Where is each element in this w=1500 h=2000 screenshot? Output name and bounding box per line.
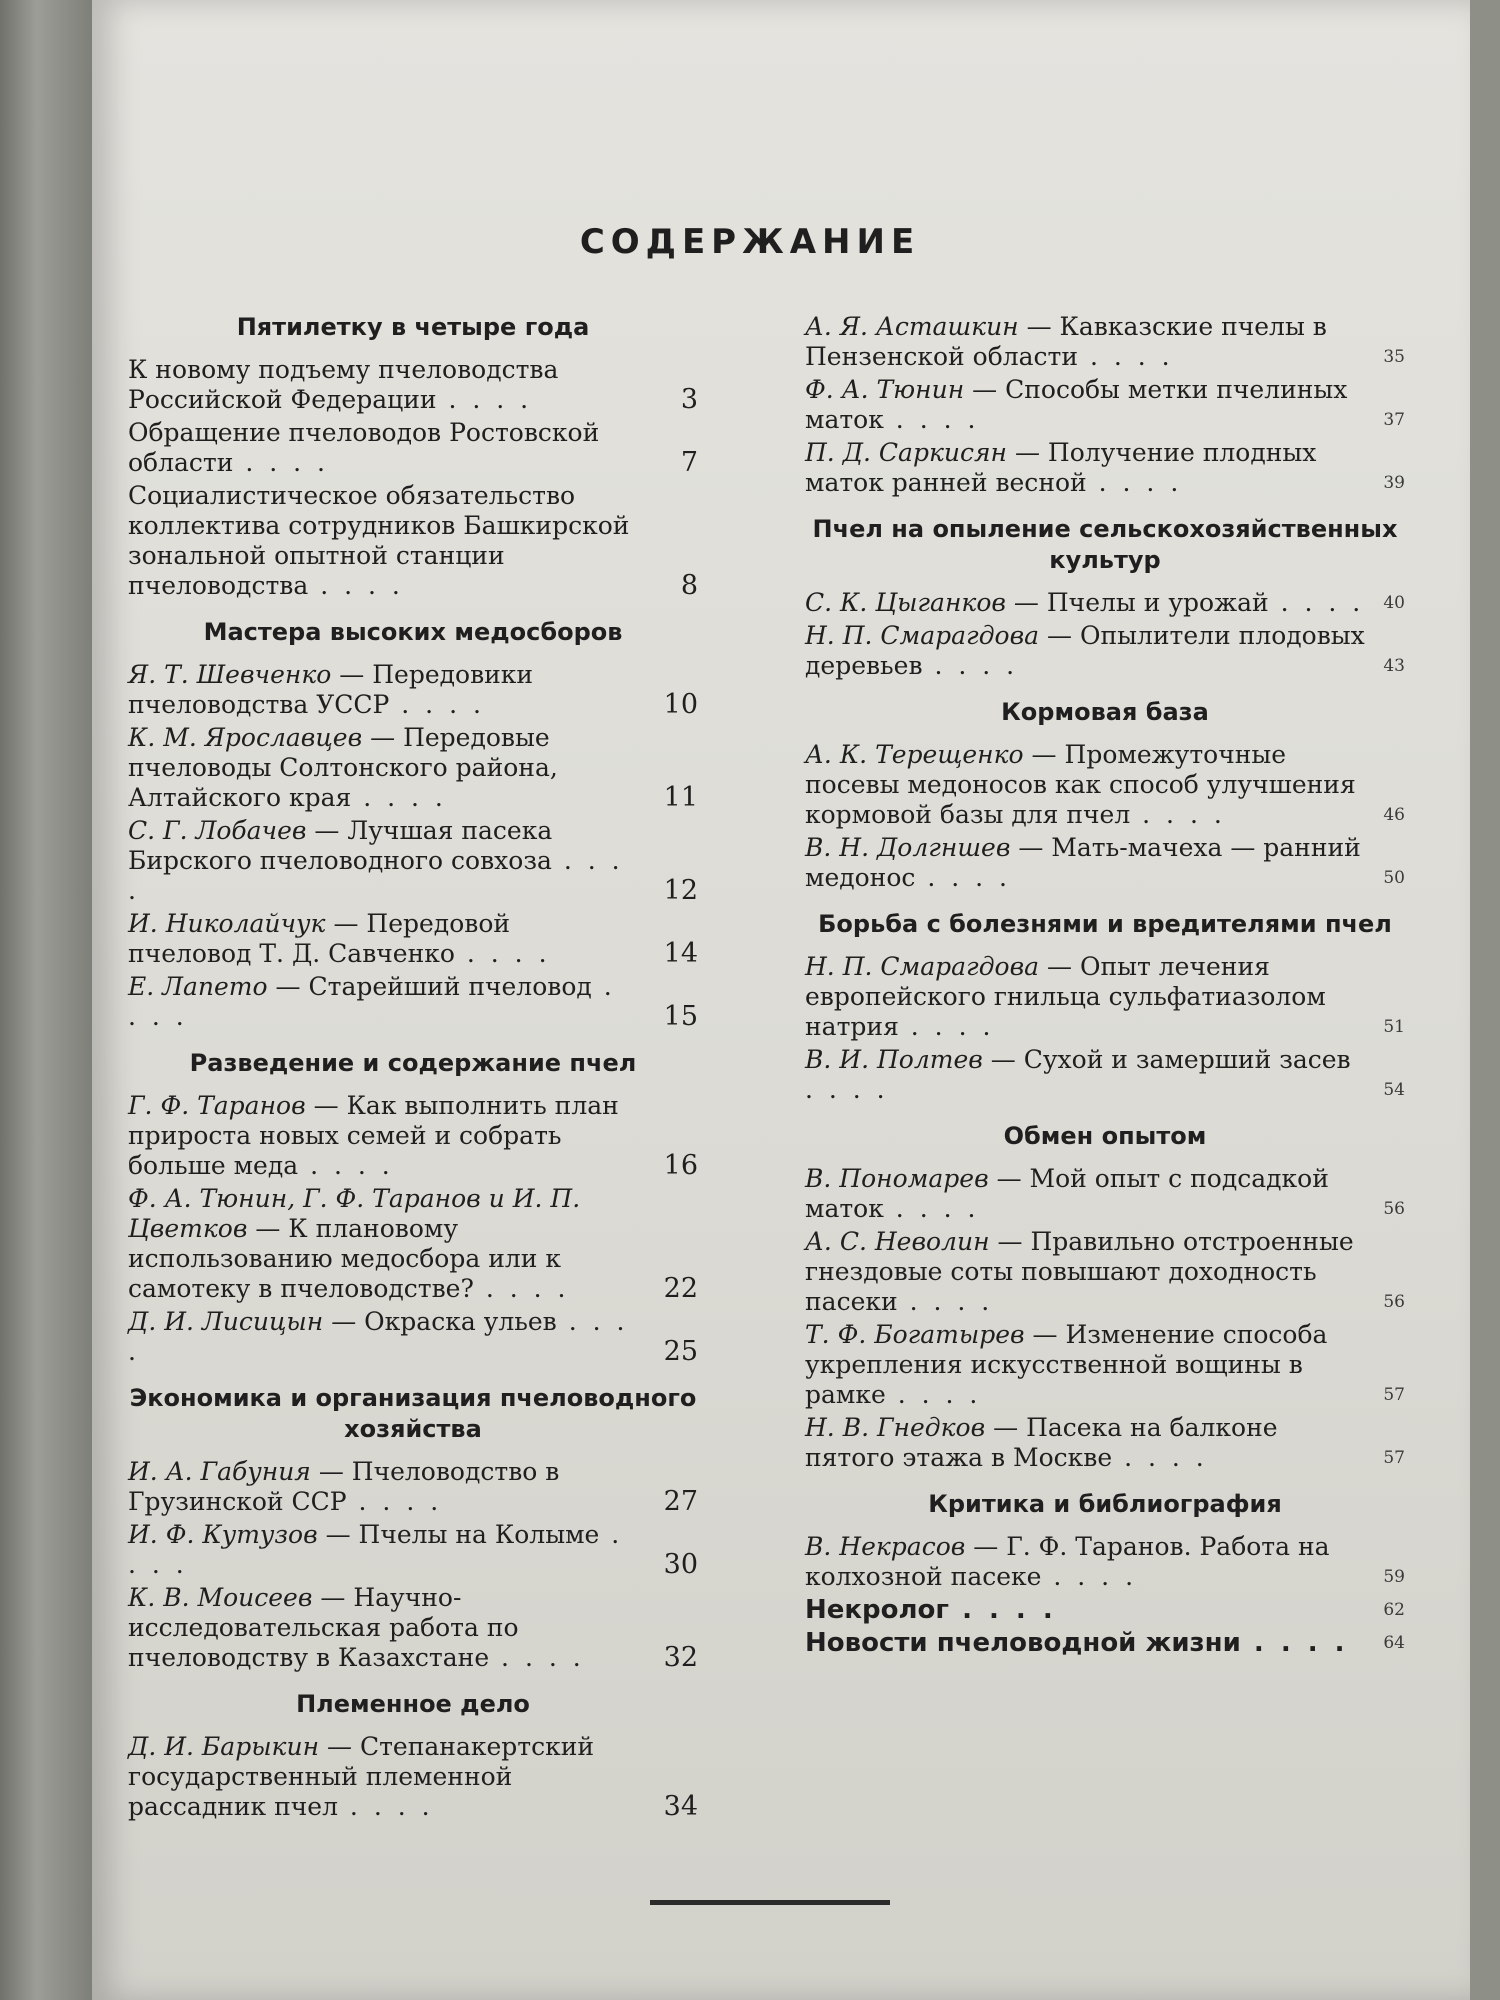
- toc-entry[interactable]: [805, 588, 1405, 618]
- entry-title: К плановому использованию медосбора или к самотеку в пчеловодстве?: [128, 1214, 561, 1303]
- entry-page-number: 46: [1383, 805, 1405, 825]
- entry-page-number: 15: [663, 1001, 698, 1032]
- entry-title: Мать-мачеха — ранний медонос: [805, 833, 1361, 892]
- entry-page-number: 56: [1383, 1199, 1405, 1219]
- entry-page-number: 54: [1383, 1080, 1405, 1100]
- toc-entry[interactable]: [128, 1520, 698, 1580]
- toc-entry[interactable]: [128, 972, 698, 1032]
- entry-title: Степанакертский государственный племенной рассадник пчел: [128, 1732, 595, 1821]
- entry-author: И. Ф. Кутузов: [128, 1520, 318, 1549]
- entry-page-number: 10: [663, 689, 698, 720]
- leader-dots: . . . .: [473, 1274, 570, 1303]
- entry-text: [128, 418, 634, 478]
- entry-page-number: 35: [1383, 347, 1405, 367]
- entry-title: Пчелы и урожай: [1046, 588, 1269, 617]
- entry-title: Лучшая пасека Бирского пчеловодного совхоза: [128, 816, 553, 875]
- entry-text: И. А. Габуния — Пчеловодство в Грузинской ССР . . . .: [128, 1457, 560, 1516]
- entry-title: Некролог: [805, 1595, 950, 1625]
- entry-page-number: 8: [680, 570, 698, 601]
- toc-entry[interactable]: [128, 1732, 698, 1822]
- leader-dots: . . . .: [1086, 468, 1183, 497]
- entry-text: А. К. Терещенко — Промежуточные посевы медоносов как способ улучшения кормовой базы для пчел . . . .: [805, 740, 1356, 829]
- entry-page-number: 51: [1383, 1017, 1405, 1037]
- toc-entry[interactable]: [805, 312, 1405, 372]
- entry-page-number: 12: [663, 875, 698, 906]
- leader-dots: . . . .: [436, 385, 533, 414]
- entry-title: Мой опыт с подсадкой маток: [805, 1164, 1329, 1223]
- section-heading: Борьба с болезнями и вредителями пчел: [818, 910, 1392, 938]
- entry-title: Старейший пчеловод: [308, 972, 592, 1001]
- entry-text: В. Некрасов — Г. Ф. Таранов. Работа на колхозной пасеке . . . .: [805, 1532, 1330, 1591]
- entry-text: Т. Ф. Богатырев — Изменение способа укрепления искусственной вощины в рамке . . . .: [805, 1320, 1328, 1409]
- toc-entry[interactable]: [805, 1045, 1405, 1105]
- entry-text: А. С. Неволин — Правильно отстроенные гнездовые соты повышают доходность пасеки . . . .: [805, 1227, 1354, 1316]
- toc-entry[interactable]: [805, 952, 1405, 1042]
- toc-entry[interactable]: [805, 375, 1405, 435]
- right-column: [805, 312, 1405, 1661]
- entry-title: Обращение пчеловодов Ростовской области: [128, 418, 600, 477]
- section-heading: Пятилетку в четыре года: [236, 313, 590, 341]
- entry-text: Ф. А. Тюнин, Г. Ф. Таранов и И. П. Цветков — К плановому использованию медосбора или к самотеку в пчеловодстве? . . . .: [128, 1184, 581, 1303]
- leader-dots: . . . .: [1078, 342, 1174, 371]
- entry-page-number: 56: [1383, 1292, 1405, 1312]
- leader-dots: . . . .: [922, 651, 1019, 680]
- entry-author: Е. Лапето: [128, 972, 268, 1001]
- toc-entry[interactable]: [805, 1532, 1405, 1592]
- leader-dots: . . . .: [233, 448, 329, 477]
- entry-page-number: 14: [663, 938, 698, 969]
- toc-entry[interactable]: [805, 438, 1405, 498]
- toc-entry[interactable]: [805, 740, 1405, 830]
- entry-page-number: 30: [663, 1549, 698, 1580]
- entry-text: К. М. Ярославцев — Передовые пчеловоды Солтонского района, Алтайского края . . . .: [128, 723, 558, 812]
- leader-dots: . . . .: [337, 1792, 434, 1821]
- entry-author: Ф. А. Тюнин, Г. Ф. Таранов и И. П. Цветков: [128, 1184, 581, 1243]
- entry-title: Кавказские пчелы в Пензенской области: [805, 312, 1327, 371]
- section-heading: Пчел на опыление сельскохозяйственных культур: [812, 515, 1398, 574]
- toc-entry[interactable]: [128, 481, 698, 601]
- toc-entry[interactable]: [128, 418, 698, 478]
- entry-title: Изменение способа укрепления искусственной вощины в рамке: [805, 1320, 1328, 1409]
- entry-page-number: 39: [1383, 473, 1405, 493]
- entry-title: Новости пчеловодной жизни: [805, 1628, 1241, 1658]
- leader-dots: . . . .: [308, 571, 404, 600]
- entry-author: К. М. Ярославцев: [128, 723, 363, 752]
- entry-author: А. С. Неволин: [805, 1227, 990, 1256]
- entry-page-number: 16: [663, 1150, 698, 1181]
- leader-dots: . . . .: [805, 1075, 889, 1104]
- entry-title: Промежуточные посевы медоносов как способ улучшения кормовой базы для пчел: [805, 740, 1356, 829]
- entry-author: Н. В. Гнедков: [805, 1413, 986, 1442]
- entry-author: П. Д. Саркисян: [805, 438, 1008, 467]
- leader-dots: . . . .: [897, 1287, 994, 1316]
- entry-title: Правильно отстроенные гнездовые соты повышают доходность пасеки: [805, 1227, 1354, 1316]
- entry-page-number: 22: [663, 1273, 698, 1304]
- entry-author: В. Некрасов: [805, 1532, 966, 1561]
- toc-entry[interactable]: [805, 1320, 1405, 1410]
- entry-title: Сухой и замерший засев: [1023, 1045, 1351, 1074]
- entry-text: А. Я. Асташкин — Кавказские пчелы в Пензенской области . . . .: [805, 312, 1327, 371]
- toc-entry[interactable]: [805, 621, 1405, 681]
- leader-dots: . . . .: [351, 783, 447, 812]
- entry-author: Ф. А. Тюнин: [805, 375, 965, 404]
- entry-author: С. Г. Лобачев: [128, 816, 307, 845]
- entry-text: И. Ф. Кутузов — Пчелы на Колыме . . . .: [128, 1520, 624, 1579]
- toc-entry[interactable]: [805, 1628, 1405, 1658]
- leader-dots: . . . .: [128, 1307, 629, 1366]
- entry-author: Я. Т. Шевченко: [128, 660, 332, 689]
- entry-text: Я. Т. Шевченко — Передовики пчеловодства УССР . . . .: [128, 660, 534, 719]
- toc-entry[interactable]: [128, 660, 698, 720]
- entry-page-number: 50: [1383, 868, 1405, 888]
- leader-dots: . . . .: [128, 972, 616, 1031]
- toc-entry[interactable]: [128, 355, 698, 415]
- entry-page-number: 37: [1383, 410, 1405, 430]
- toc-entry[interactable]: [805, 1164, 1405, 1224]
- toc-entry[interactable]: [128, 1184, 698, 1304]
- entry-page-number: 34: [663, 1791, 698, 1822]
- entry-title: Как выполнить план прироста новых семей и собрать больше меда: [128, 1091, 619, 1180]
- leader-dots: . . . .: [1041, 1562, 1138, 1591]
- leader-dots: . . . .: [1130, 800, 1226, 829]
- leader-dots: . . . .: [915, 863, 1011, 892]
- entry-text: П. Д. Саркисян — Получение плодных маток ранней весной . . . .: [805, 438, 1317, 497]
- entry-author: Г. Ф. Таранов: [128, 1091, 306, 1120]
- entry-author: В. Пономарев: [805, 1164, 989, 1193]
- entry-title: Получение плодных маток ранней весной: [805, 438, 1317, 497]
- leader-dots: . . . .: [489, 1643, 585, 1672]
- entry-page-number: 32: [663, 1642, 698, 1673]
- entry-author: Н. П. Смарагдова: [805, 952, 1040, 981]
- entry-text: [128, 481, 634, 601]
- toc-entry[interactable]: [128, 816, 698, 906]
- toc-entry[interactable]: [128, 909, 698, 969]
- bottom-rule: [650, 1900, 890, 1905]
- entry-author: Т. Ф. Богатырев: [805, 1320, 1025, 1349]
- entry-text: Н. В. Гнедков — Пасека на балконе пятого этажа в Москве . . . .: [805, 1413, 1278, 1472]
- entry-page-number: 59: [1383, 1567, 1405, 1587]
- entry-text: С. Г. Лобачев — Лучшая пасека Бирского пчеловодного совхоза . . . .: [128, 816, 624, 905]
- leader-dots: . . . .: [346, 1487, 443, 1516]
- toc-entry[interactable]: [128, 1583, 698, 1673]
- section-heading: Мастера высоких медосборов: [203, 618, 623, 646]
- leader-dots: . . . .: [885, 1380, 982, 1409]
- leader-dots: . . . .: [128, 1520, 624, 1579]
- entry-text: И. Николайчук — Передовой пчеловод Т. Д. Савченко . . . .: [128, 909, 551, 968]
- entry-text: [805, 1628, 1371, 1658]
- entry-author: Н. П. Смарагдова: [805, 621, 1040, 650]
- leader-dots: . . . .: [389, 690, 485, 719]
- toc-entry[interactable]: [128, 1091, 698, 1181]
- entry-text: [128, 355, 634, 415]
- entry-author: Д. И. Лисицын: [128, 1307, 324, 1336]
- entry-author: А. К. Терещенко: [805, 740, 1024, 769]
- entry-title: Передовой пчеловод Т. Д. Савченко: [128, 909, 511, 968]
- book-spine: [0, 0, 92, 2000]
- entry-title: Социалистическое обязательство коллектива сотрудников Башкирской зональной опытной станции пчеловодства: [128, 481, 630, 600]
- entry-title: Окраска ульев: [364, 1307, 557, 1336]
- entry-text: Д. И. Лисицын — Окраска ульев . . . .: [128, 1307, 629, 1366]
- entry-author: В. Н. Долгншев: [805, 833, 1011, 862]
- toc-entry[interactable]: [805, 1227, 1405, 1317]
- leader-dots: . . . .: [898, 1012, 995, 1041]
- entry-page-number: 43: [1383, 656, 1405, 676]
- entry-text: Н. П. Смарагдова — Опыт лечения европейского гнильца сульфатиазолом натрия . . . .: [805, 952, 1326, 1041]
- leader-dots: . . . .: [883, 405, 980, 434]
- entry-title: Научно-исследовательская работа по пчеловодству в Казахстане: [128, 1583, 519, 1672]
- entry-text: [805, 1595, 1371, 1625]
- leader-dots: . . . .: [1268, 588, 1365, 617]
- entry-page-number: 25: [663, 1336, 698, 1367]
- entry-text: В. И. Полтев — Сухой и замерший засев . . . .: [805, 1045, 1351, 1104]
- entry-page-number: 64: [1383, 1633, 1405, 1653]
- entry-text: Д. И. Барыкин — Степанакертский государственный племенной рассадник пчел . . . .: [128, 1732, 595, 1821]
- entry-author: К. В. Моисеев: [128, 1583, 313, 1612]
- toc-entry[interactable]: [805, 1413, 1405, 1473]
- section-heading: Племенное дело: [296, 1690, 530, 1718]
- entry-author: И. Николайчук: [128, 909, 326, 938]
- entry-title: К новому подъему пчеловодства Российской Федерации: [128, 355, 559, 414]
- entry-title: Пасека на балконе пятого этажа в Москве: [805, 1413, 1278, 1472]
- leader-dots: . . . .: [1112, 1443, 1208, 1472]
- leader-dots: . . . .: [949, 1595, 1057, 1625]
- section-heading: Кормовая база: [1001, 698, 1209, 726]
- toc-entry[interactable]: [128, 1457, 698, 1517]
- leader-dots: . . . .: [298, 1151, 394, 1180]
- entry-title: Передовики пчеловодства УССР: [128, 660, 534, 719]
- section-heading: Разведение и содержание пчел: [189, 1049, 637, 1077]
- entry-text: С. К. Цыганков — Пчелы и урожай . . . .: [805, 588, 1365, 617]
- toc-entry[interactable]: [128, 1307, 698, 1367]
- section-heading: Обмен опытом: [1003, 1122, 1207, 1150]
- section-heading: Экономика и организация пчеловодного хозяйства: [129, 1384, 697, 1443]
- entry-page-number: 57: [1383, 1448, 1405, 1468]
- section-heading: Критика и библиография: [928, 1490, 1282, 1518]
- leader-dots: . . . .: [128, 846, 624, 905]
- entry-text: Е. Лапето — Старейший пчеловод . . . .: [128, 972, 616, 1031]
- entry-page-number: 11: [663, 782, 698, 813]
- entry-title: Пчеловодство в Грузинской ССР: [128, 1457, 560, 1516]
- entry-author: И. А. Габуния: [128, 1457, 311, 1486]
- entry-title: Опыт лечения европейского гнильца сульфатиазолом натрия: [805, 952, 1326, 1041]
- entry-author: А. Я. Асташкин: [805, 312, 1019, 341]
- entry-text: К. В. Моисеев — Научно-исследовательская работа по пчеловодству в Казахстане . . . .: [128, 1583, 585, 1672]
- entry-page-number: 62: [1383, 1600, 1405, 1620]
- entry-text: Ф. А. Тюнин — Способы метки пчелиных маток . . . .: [805, 375, 1348, 434]
- entry-author: С. К. Цыганков: [805, 588, 1006, 617]
- toc-entry[interactable]: [805, 1595, 1405, 1625]
- entry-page-number: 40: [1383, 593, 1405, 613]
- entry-author: В. И. Полтев: [805, 1045, 983, 1074]
- entry-page-number: 27: [663, 1486, 698, 1517]
- left-column: [128, 312, 698, 1825]
- entry-title: Г. Ф. Таранов. Работа на колхозной пасеке: [805, 1532, 1330, 1591]
- entry-title: Пчелы на Колыме: [358, 1520, 600, 1549]
- entry-title: Передовые пчеловоды Солтонского района, Алтайского края: [128, 723, 558, 812]
- entry-author: Д. И. Барыкин: [128, 1732, 320, 1761]
- entry-text: В. Пономарев — Мой опыт с подсадкой маток . . . .: [805, 1164, 1329, 1223]
- page-title: СОДЕРЖАНИЕ: [579, 222, 921, 262]
- entry-title: Опылители плодовых деревьев: [805, 621, 1365, 680]
- entry-page-number: 7: [680, 447, 698, 478]
- entry-text: В. Н. Долгншев — Мать-мачеха — ранний медонос . . . .: [805, 833, 1361, 892]
- leader-dots: . . . .: [1240, 1628, 1349, 1658]
- entry-page-number: 57: [1383, 1385, 1405, 1405]
- entry-page-number: 3: [680, 384, 698, 415]
- entry-text: Г. Ф. Таранов — Как выполнить план прироста новых семей и собрать больше меда . . . .: [128, 1091, 619, 1180]
- toc-entry[interactable]: [805, 833, 1405, 893]
- leader-dots: . . . .: [883, 1194, 980, 1223]
- entry-title: Способы метки пчелиных маток: [805, 375, 1348, 434]
- leader-dots: . . . .: [454, 939, 551, 968]
- entry-text: Н. П. Смарагдова — Опылители плодовых деревьев . . . .: [805, 621, 1365, 680]
- toc-entry[interactable]: [128, 723, 698, 813]
